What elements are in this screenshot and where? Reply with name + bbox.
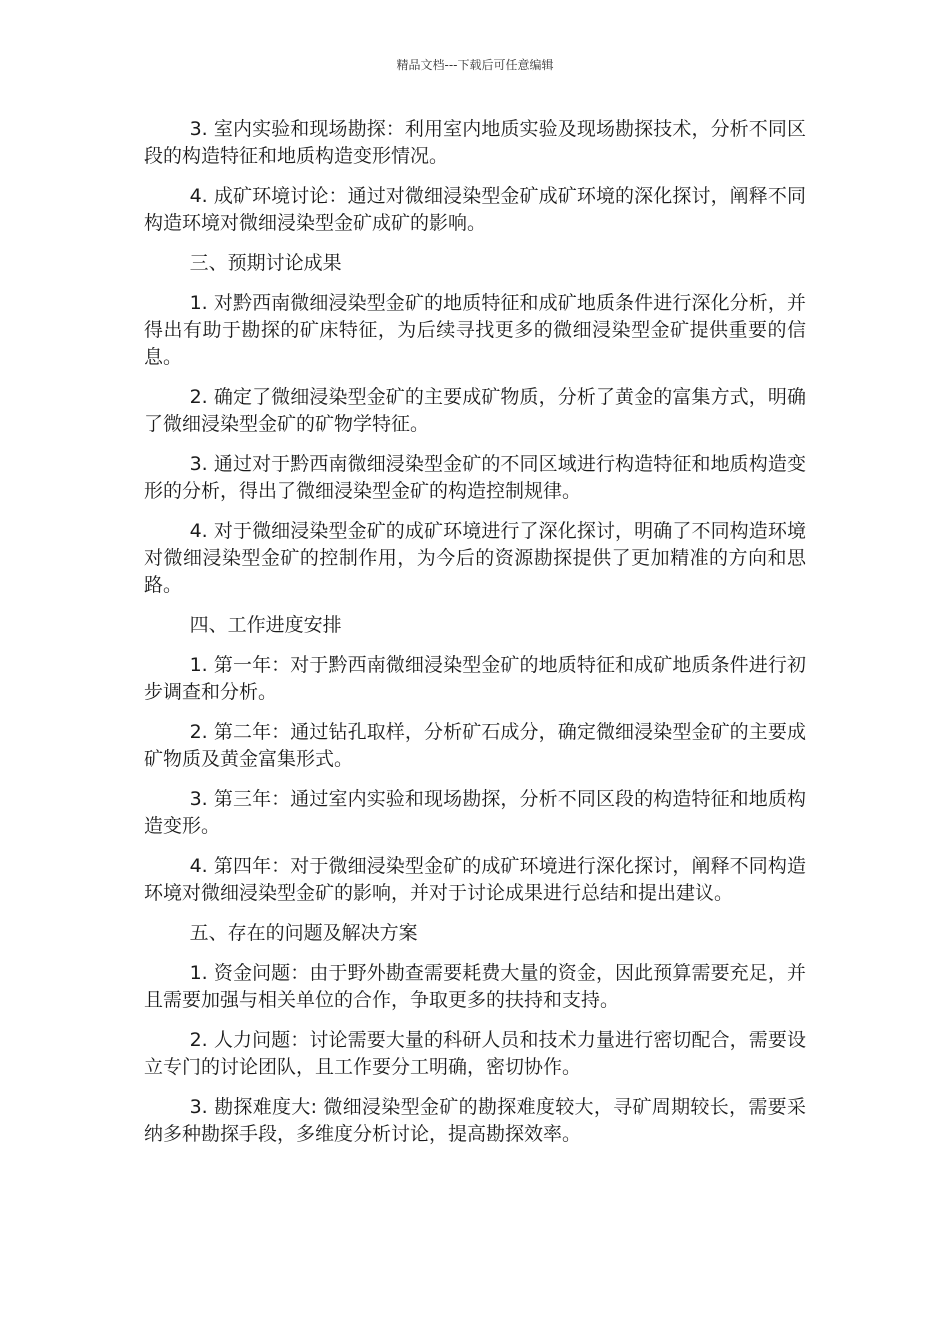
schedule-item-year-3: 3. 第三年：通过室内实验和现场勘探，分析不同区段的构造特征和地质构造变形。 [144, 788, 806, 837]
paragraph-item-3-lab-field: 3. 室内实验和现场勘探：利用室内地质实验及现场勘探技术，分析不同区段的构造特征和地质构造变形情况。 [144, 118, 806, 167]
problem-item-difficulty: 3. 勘探难度大: 微细浸染型金矿的勘探难度较大，寻矿周期较长，需要采纳多种勘探手段，多维度分析讨论，提高勘探效率。 [144, 1096, 806, 1145]
result-item-3: 3. 通过对于黔西南微细浸染型金矿的不同区域进行构造特征和地质构造变形的分析，得出了微细浸染型金矿的构造控制规律。 [144, 453, 806, 502]
section-heading-expected-results: 三、预期讨论成果 [189, 252, 342, 274]
result-item-1: 1. 对黔西南微细浸染型金矿的地质特征和成矿地质条件进行深化分析，并得出有助于勘探的矿床特征，为后续寻找更多的微细浸染型金矿提供重要的信息。 [144, 292, 806, 368]
schedule-item-year-2: 2. 第二年：通过钻孔取样，分析矿石成分，确定微细浸染型金矿的主要成矿物质及黄金富集形式。 [144, 721, 806, 770]
page-header: 精品文档---下载后可任意编辑 [396, 58, 554, 72]
schedule-item-year-4: 4. 第四年：对于微细浸染型金矿的成矿环境进行深化探讨，阐释不同构造环境对微细浸染型金矿的影响，并对于讨论成果进行总结和提出建议。 [144, 855, 806, 904]
document-body [144, 116, 806, 1161]
schedule-item-year-1: 1. 第一年：对于黔西南微细浸染型金矿的地质特征和成矿地质条件进行初步调查和分析。 [144, 654, 806, 703]
problem-item-funding: 1. 资金问题：由于野外勘查需要耗费大量的资金，因此预算需要充足，并且需要加强与相关单位的合作，争取更多的扶持和支持。 [144, 962, 806, 1011]
result-item-2: 2. 确定了微细浸染型金矿的主要成矿物质，分析了黄金的富集方式，明确了微细浸染型金矿的矿物学特征。 [144, 386, 806, 435]
result-item-4: 4. 对于微细浸染型金矿的成矿环境进行了深化探讨，明确了不同构造环境对微细浸染型金矿的控制作用，为今后的资源勘探提供了更加精准的方向和思路。 [144, 520, 806, 596]
section-heading-problems: 五、存在的问题及解决方案 [189, 922, 418, 944]
problem-item-manpower: 2. 人力问题：讨论需要大量的科研人员和技术力量进行密切配合，需要设立专门的讨论团队，且工作要分工明确，密切协作。 [144, 1029, 806, 1078]
paragraph-item-4-environment: 4. 成矿环境讨论：通过对微细浸染型金矿成矿环境的深化探讨，阐释不同构造环境对微细浸染型金矿成矿的影响。 [144, 185, 806, 234]
section-heading-schedule: 四、工作进度安排 [189, 614, 342, 636]
